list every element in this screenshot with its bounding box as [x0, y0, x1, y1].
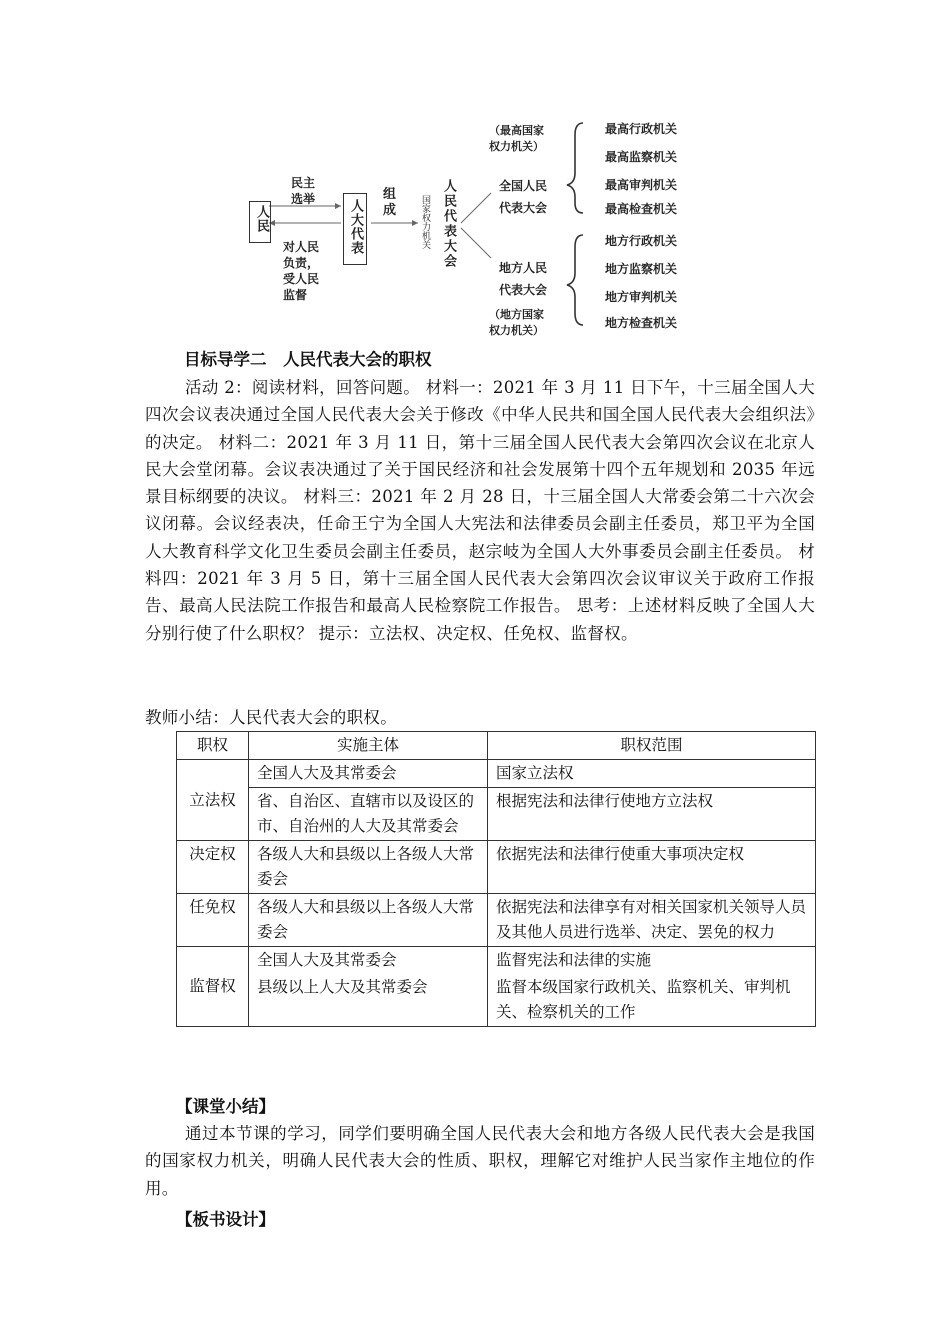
organ-label: 国家权力机关 [420, 195, 430, 249]
scope-cell: 监督宪法和法律的实施 [488, 947, 816, 975]
national-organ-3: 最高审判机关 [605, 178, 678, 192]
local-organ-1: 地方行政机关 [605, 234, 678, 248]
scope-cell: 根据宪法和法律行使地方立法权 [488, 788, 816, 841]
power-name: 立法权 [177, 760, 249, 841]
power-name: 决定权 [177, 841, 249, 894]
class-summary-text: 通过本节课的学习，同学们要明确全国人民代表大会和地方各级人民代表大会是我国的国家权力机关，明确人民代表大会的性质、职权，理解它对维护人民当家作主地位的作用。 [145, 1124, 815, 1198]
local-congress-label: 地方人民 代表大会 [499, 261, 548, 297]
scope-cell: 监督本级国家行政机关、监察机关、审判机关、检察机关的工作 [488, 974, 816, 1027]
local-organ-2: 地方监察机关 [605, 262, 678, 276]
section-title: 目标导学二 人民代表大会的职权 [184, 350, 432, 369]
scope-cell: 依据宪法和法律行使重大事项决定权 [488, 841, 816, 894]
structure-diagram [243, 113, 698, 345]
table-row [177, 894, 816, 947]
national-organ-2: 最高监察机关 [605, 150, 678, 164]
table-header-row [177, 732, 816, 760]
power-name: 监督权 [177, 947, 249, 1027]
national-note: （最高国家 权力机关） [489, 124, 544, 153]
local-note: （地方国家 权力机关） [489, 308, 544, 337]
national-congress-label: 全国人民 代表大会 [499, 179, 548, 215]
subject-cell: 各级人大和县级以上各级人大常委会 [249, 841, 488, 894]
local-organ-3: 地方审判机关 [605, 290, 678, 304]
responsible-label: 对人民 负责， 受人民 监督 [283, 240, 320, 302]
table-row [177, 974, 816, 1027]
subject-cell: 省、自治区、直辖市以及设区的市、自治州的人大及其常委会 [249, 788, 488, 841]
subject-cell: 各级人大和县级以上各级人大常委会 [249, 894, 488, 947]
header-power: 职权 [177, 732, 249, 760]
teacher-summary: 教师小结：人民代表大会的职权。 [145, 708, 397, 727]
subject-cell: 全国人大及其常委会 [249, 760, 488, 788]
table-row [177, 788, 816, 841]
board-design-title: 【板书设计】 [176, 1210, 275, 1229]
people-label: 人民 [254, 205, 269, 233]
local-organ-4: 地方检查机关 [605, 316, 678, 330]
subject-cell: 县级以上人大及其常委会 [249, 974, 488, 1027]
powers-table [176, 731, 816, 1027]
class-summary-title: 【课堂小结】 [176, 1097, 275, 1116]
header-scope: 职权范围 [488, 732, 816, 760]
scope-cell: 依据宪法和法律享有对相关国家机关领导人员及其他人员进行选举、决定、罢免的权力 [488, 894, 816, 947]
scope-cell: 国家立法权 [488, 760, 816, 788]
header-subject: 实施主体 [249, 732, 488, 760]
activity-paragraph: 活动 2：阅读材料，回答问题。 材料一：2021 年 3 月 11 日下午，十三届全国人大四次会议表决通过全国人民代表大会关于修改《中华人民共和国全国人民代表大会组织法》的决定。 材料二：2021 年 3 月 11 日，第十三届全国人民代表大会第四次会议在北京人民大会堂闭幕。会议表决通过了关于国民经济和社会发展第十四个五年规划和 2035 年远景目标纲要的决议。 材料三：2021 年 2 月 28 日，十三届全国人大常委会第二十六次会议闭幕。会议经表决，任命王宁为全国人大宪法和法律委员会副主任委员，郑卫平为全国人大教育科学文化卫生委员会副主任委员，赵宗岐为全国人大外事委员会副主任委员。 材料四：2021 年 3 月 5 日，第十三届全国人民代表大会第四次会议审议关于政府工作报告、最高人民法院工作报告和最高人民检察院工作报告。 思考：上述材料反映了全国人大分别行使了什么职权？ 提示：立法权、决定权、任免权、监督权。 [145, 378, 815, 643]
table-row [177, 841, 816, 894]
deputies-label: 人大代表 [348, 199, 363, 255]
table-row [177, 760, 816, 788]
table-row [177, 947, 816, 975]
congress-label: 人民代表大会 [441, 179, 456, 269]
diagram-lines [243, 113, 698, 345]
elect-label: 民主 选举 [291, 176, 316, 206]
national-organ-4: 最高检查机关 [605, 202, 678, 216]
subject-cell: 全国人大及其常委会 [249, 947, 488, 975]
power-name: 任免权 [177, 894, 249, 947]
compose-label: 组 成 [383, 187, 397, 218]
national-organ-1: 最高行政机关 [605, 122, 678, 136]
